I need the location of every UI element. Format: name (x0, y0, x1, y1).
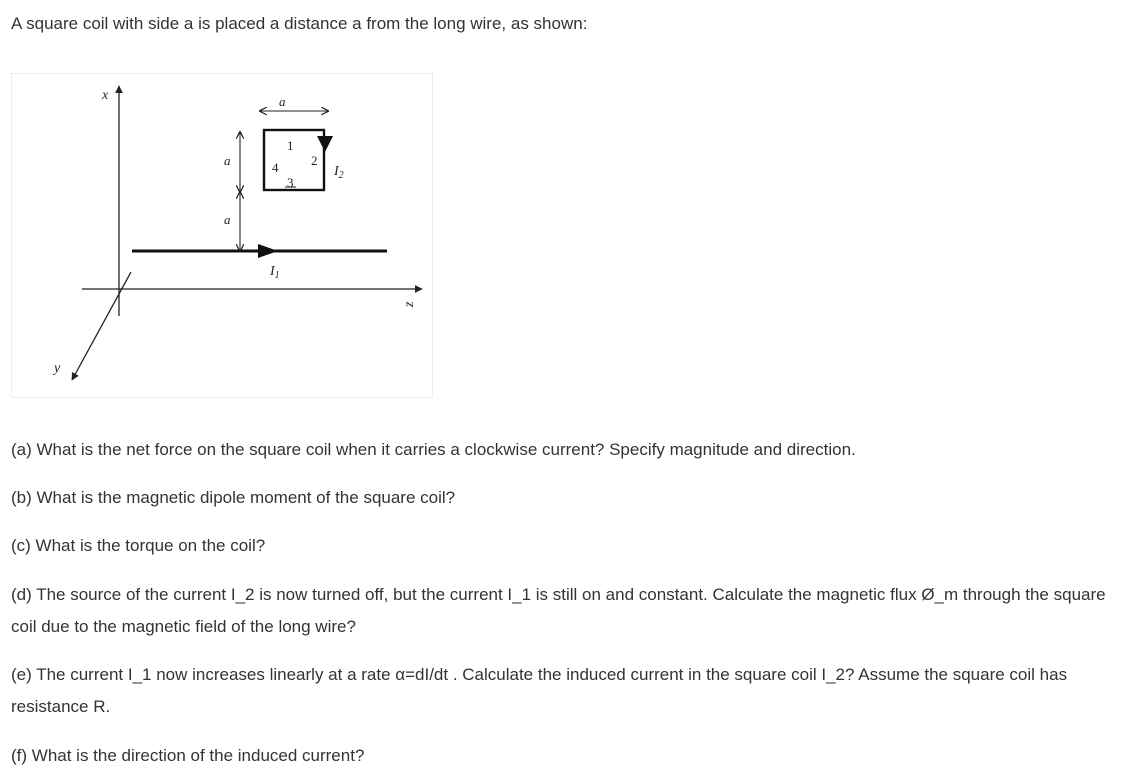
coil-side-2: 2 (311, 153, 318, 168)
problem-intro: A square coil with side a is placed a distance a from the long wire, as shown: (11, 14, 588, 33)
y-axis-label: y (54, 361, 61, 376)
question-f: (f) What is the direction of the induced current? (11, 746, 365, 765)
question-d: (d) The source of the current I_2 is now turned off, but the current I_1 is still on and constant. Calculate the magnetic flux Ø_m through the square coil due to the magnetic field of the long wire? (11, 585, 1106, 636)
question-e: (e) The current I_1 now increases linearly at a rate α=dI/dt . Calculate the induced current in the square coil I_2? Assume the square coil has resistance R. (11, 665, 1068, 716)
wire-current-arrow (258, 244, 278, 258)
x-axis-label: x (102, 88, 109, 103)
z-axis-label: z (402, 301, 417, 307)
coil-side-3: 3 (287, 175, 294, 190)
question-c: (c) What is the torque on the coil? (11, 536, 266, 555)
dim-gap-label: a (224, 212, 231, 227)
question-b: (b) What is the magnetic dipole moment of the square coil? (11, 488, 456, 507)
coil-side-4: 4 (272, 160, 279, 175)
wire-current-label: $I_1$ (270, 264, 280, 281)
dim-coil-height-label: a (224, 153, 231, 168)
figure-diagram (12, 74, 434, 399)
dim-top-label: a (279, 94, 286, 109)
y-axis (72, 272, 131, 380)
coil-current-arrow (317, 136, 333, 152)
coil-wire-figure (11, 73, 433, 398)
coil-side-1: 1 (287, 138, 294, 153)
coil-current-label: $I_2$ (334, 164, 344, 181)
question-a: (a) What is the net force on the square coil when it carries a clockwise current? Specify magnitude and direction. (11, 440, 856, 459)
